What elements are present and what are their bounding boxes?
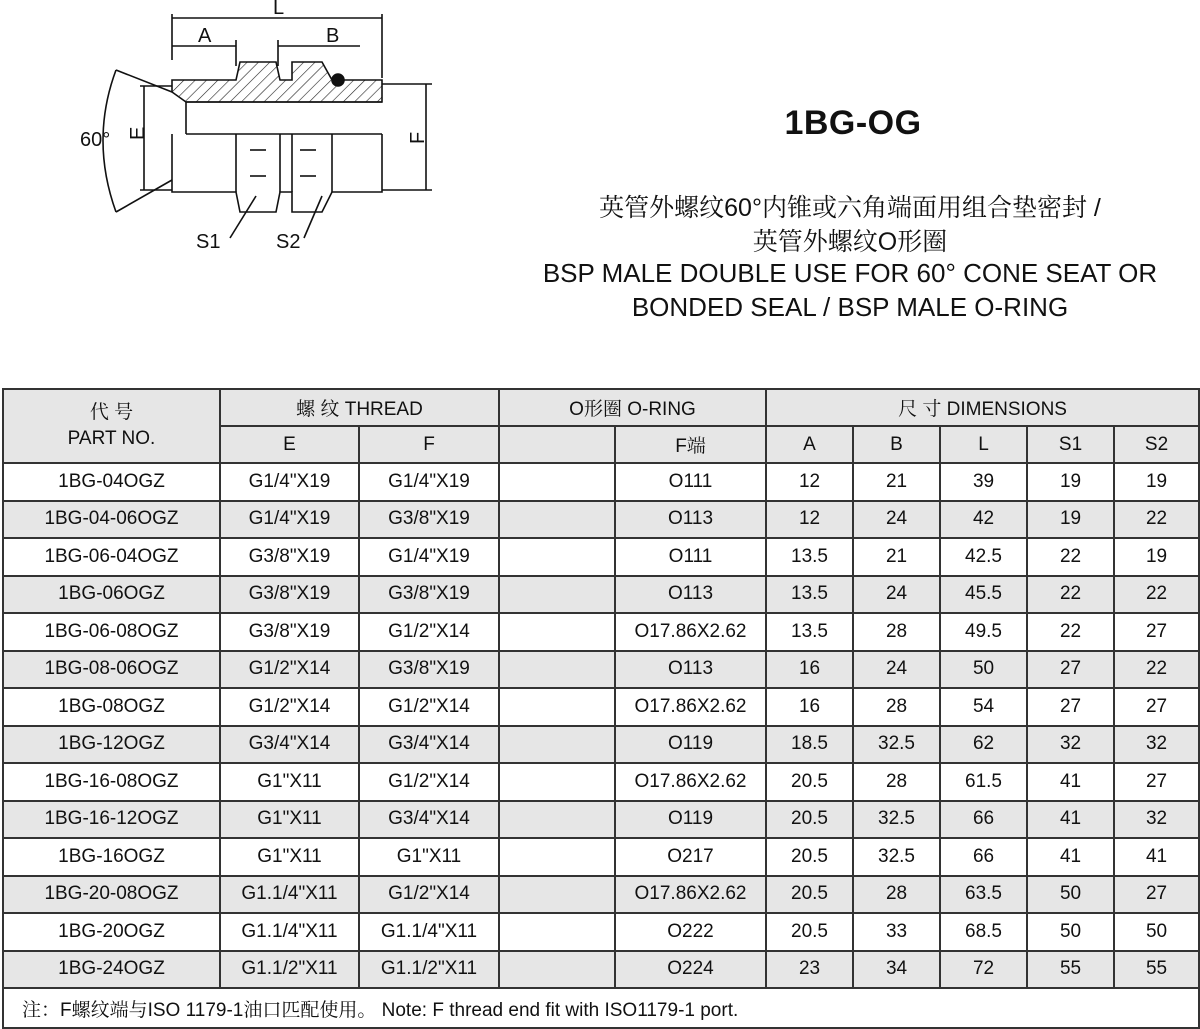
cell-l: 39: [940, 463, 1027, 501]
header-s2: S2: [1114, 426, 1199, 463]
dim-label-e: E: [127, 126, 149, 140]
cell-part: 1BG-06-04OGZ: [3, 538, 220, 576]
table-row: [3, 576, 1199, 614]
cell-b: 32.5: [853, 838, 940, 876]
cell-oring: O119: [615, 801, 766, 839]
cell-s2: 41: [1114, 838, 1199, 876]
table-row: [3, 763, 1199, 801]
table-row: [3, 463, 1199, 501]
cell-l: 42: [940, 501, 1027, 539]
cell-blank: [499, 651, 615, 689]
cell-s1: 27: [1027, 651, 1114, 689]
cell-part: 1BG-12OGZ: [3, 726, 220, 764]
cell-f: G1"X11: [359, 838, 499, 876]
spec-table: [2, 388, 1200, 1029]
cell-s1: 22: [1027, 613, 1114, 651]
cell-l: 54: [940, 688, 1027, 726]
cell-s2: 27: [1114, 876, 1199, 914]
cell-oring: O111: [615, 463, 766, 501]
cell-a: 12: [766, 463, 853, 501]
cell-b: 24: [853, 651, 940, 689]
cell-s2: 32: [1114, 801, 1199, 839]
cell-a: 16: [766, 688, 853, 726]
header-e: E: [220, 426, 359, 463]
cell-e: G1/2"X14: [220, 651, 359, 689]
header-a: A: [766, 426, 853, 463]
cell-s2: 32: [1114, 726, 1199, 764]
cell-part: 1BG-20-08OGZ: [3, 876, 220, 914]
cell-e: G1.1/4"X11: [220, 913, 359, 951]
note-row: [3, 988, 1199, 1028]
cell-b: 33: [853, 913, 940, 951]
header-f-end: F端: [615, 426, 766, 463]
table-row: [3, 913, 1199, 951]
cell-f: G1/2"X14: [359, 688, 499, 726]
cell-oring: O111: [615, 538, 766, 576]
cell-s2: 22: [1114, 501, 1199, 539]
cell-e: G1/4"X19: [220, 501, 359, 539]
table-note: 注：F螺纹端与ISO 1179-1油口匹配使用。 Note: F thread end fit with ISO1179-1 port.: [3, 988, 1199, 1028]
cell-f: G1/4"X19: [359, 463, 499, 501]
product-title-en-2: BONDED SEAL / BSP MALE O-RING: [631, 292, 1069, 322]
cell-s1: 22: [1027, 538, 1114, 576]
cell-f: G1/2"X14: [359, 613, 499, 651]
cell-e: G1.1/2"X11: [220, 951, 359, 989]
cell-s2: 27: [1114, 613, 1199, 651]
cell-part: 1BG-06OGZ: [3, 576, 220, 614]
cell-s2: 22: [1114, 576, 1199, 614]
cell-s1: 27: [1027, 688, 1114, 726]
cell-a: 20.5: [766, 876, 853, 914]
cell-s2: 19: [1114, 463, 1199, 501]
cell-part: 1BG-08-06OGZ: [3, 651, 220, 689]
table-row: [3, 613, 1199, 651]
table-row: [3, 951, 1199, 989]
cell-a: 20.5: [766, 913, 853, 951]
cell-s1: 55: [1027, 951, 1114, 989]
cell-oring: O17.86X2.62: [615, 688, 766, 726]
cell-f: G1.1/2"X11: [359, 951, 499, 989]
cell-a: 13.5: [766, 576, 853, 614]
cell-s2: 22: [1114, 651, 1199, 689]
cell-blank: [499, 913, 615, 951]
cell-l: 42.5: [940, 538, 1027, 576]
cell-a: 20.5: [766, 763, 853, 801]
cell-f: G1/4"X19: [359, 538, 499, 576]
table-row: [3, 651, 1199, 689]
hex-label-s1: S1: [196, 231, 221, 253]
cell-l: 63.5: [940, 876, 1027, 914]
cell-blank: [499, 501, 615, 539]
cell-blank: [499, 463, 615, 501]
cell-e: G1/2"X14: [220, 688, 359, 726]
cell-e: G1"X11: [220, 763, 359, 801]
cell-blank: [499, 613, 615, 651]
cell-blank: [499, 801, 615, 839]
cell-e: G3/8"X19: [220, 576, 359, 614]
table-row: [3, 838, 1199, 876]
cell-a: 20.5: [766, 801, 853, 839]
header-f: F: [359, 426, 499, 463]
table-row: [3, 801, 1199, 839]
cell-s2: 27: [1114, 688, 1199, 726]
dim-label-b: B: [326, 25, 340, 47]
cell-b: 21: [853, 538, 940, 576]
cell-f: G1.1/4"X11: [359, 913, 499, 951]
cell-oring: O217: [615, 838, 766, 876]
cell-b: 28: [853, 876, 940, 914]
header-dimensions: 尺 寸 DIMENSIONS: [766, 389, 1199, 426]
dim-label-l: L: [273, 0, 285, 19]
cell-l: 68.5: [940, 913, 1027, 951]
cell-part: 1BG-20OGZ: [3, 913, 220, 951]
cell-l: 66: [940, 801, 1027, 839]
cell-part: 1BG-08OGZ: [3, 688, 220, 726]
cell-b: 24: [853, 501, 940, 539]
cell-s2: 55: [1114, 951, 1199, 989]
cell-blank: [499, 951, 615, 989]
cell-f: G3/8"X19: [359, 651, 499, 689]
cell-s1: 50: [1027, 876, 1114, 914]
cell-l: 62: [940, 726, 1027, 764]
cell-f: G1/2"X14: [359, 876, 499, 914]
hex-label-s2: S2: [276, 231, 301, 253]
cell-f: G3/4"X14: [359, 726, 499, 764]
cell-e: G1"X11: [220, 801, 359, 839]
cell-f: G3/8"X19: [359, 576, 499, 614]
cell-b: 28: [853, 688, 940, 726]
header-blank: [499, 426, 615, 463]
cell-a: 18.5: [766, 726, 853, 764]
product-title-cn-1: 英管外螺纹60°内锥或六角端面用组合垫密封 /: [599, 194, 1101, 222]
cell-a: 16: [766, 651, 853, 689]
cell-blank: [499, 838, 615, 876]
cell-oring: O119: [615, 726, 766, 764]
product-title-en-1: BSP MALE DOUBLE USE FOR 60° CONE SEAT OR: [542, 258, 1158, 288]
cell-l: 72: [940, 951, 1027, 989]
header-thread: 螺 纹 THREAD: [220, 389, 499, 426]
cell-s1: 50: [1027, 913, 1114, 951]
cell-part: 1BG-04-06OGZ: [3, 501, 220, 539]
cell-b: 32.5: [853, 726, 940, 764]
cell-s1: 41: [1027, 801, 1114, 839]
dim-label-a: A: [198, 25, 212, 47]
cell-b: 34: [853, 951, 940, 989]
cell-oring: O113: [615, 651, 766, 689]
cell-e: G1/4"X19: [220, 463, 359, 501]
cell-b: 32.5: [853, 801, 940, 839]
cell-f: G1/2"X14: [359, 763, 499, 801]
table-row: [3, 538, 1199, 576]
cell-s1: 19: [1027, 463, 1114, 501]
cell-a: 13.5: [766, 538, 853, 576]
cell-a: 23: [766, 951, 853, 989]
cell-s1: 19: [1027, 501, 1114, 539]
table-row: [3, 876, 1199, 914]
cell-s2: 50: [1114, 913, 1199, 951]
cell-oring: O224: [615, 951, 766, 989]
header-part-en: PART NO.: [67, 428, 156, 449]
product-title-cn-2: 英管外螺纹O形圈: [752, 228, 948, 256]
cell-blank: [499, 726, 615, 764]
cell-part: 1BG-24OGZ: [3, 951, 220, 989]
cell-blank: [499, 576, 615, 614]
cell-oring: O17.86X2.62: [615, 613, 766, 651]
cell-blank: [499, 688, 615, 726]
cell-s1: 41: [1027, 763, 1114, 801]
cell-oring: O222: [615, 913, 766, 951]
header-s1: S1: [1027, 426, 1114, 463]
header-b: B: [853, 426, 940, 463]
cell-l: 66: [940, 838, 1027, 876]
cell-part: 1BG-16-08OGZ: [3, 763, 220, 801]
cell-a: 20.5: [766, 838, 853, 876]
cell-e: G3/4"X14: [220, 726, 359, 764]
product-code: 1BG-OG: [784, 104, 922, 142]
cell-blank: [499, 538, 615, 576]
cell-oring: O17.86X2.62: [615, 763, 766, 801]
cell-b: 21: [853, 463, 940, 501]
cell-e: G3/8"X19: [220, 613, 359, 651]
cell-l: 50: [940, 651, 1027, 689]
cell-l: 49.5: [940, 613, 1027, 651]
header-part-no: [3, 389, 220, 463]
cell-f: G3/4"X14: [359, 801, 499, 839]
cell-oring: O17.86X2.62: [615, 876, 766, 914]
table-row: [3, 726, 1199, 764]
cell-s2: 27: [1114, 763, 1199, 801]
cell-blank: [499, 763, 615, 801]
cell-e: G1.1/4"X11: [220, 876, 359, 914]
cell-b: 28: [853, 763, 940, 801]
cell-e: G3/8"X19: [220, 538, 359, 576]
cell-b: 24: [853, 576, 940, 614]
cell-b: 28: [853, 613, 940, 651]
cell-part: 1BG-06-08OGZ: [3, 613, 220, 651]
header-l: L: [940, 426, 1027, 463]
cell-s1: 32: [1027, 726, 1114, 764]
dim-label-f: F: [407, 131, 429, 144]
angle-label: 60°: [80, 129, 111, 151]
cell-s1: 41: [1027, 838, 1114, 876]
table-row: [3, 688, 1199, 726]
cell-oring: O113: [615, 501, 766, 539]
header-part-cn: 代 号: [89, 402, 134, 423]
cell-l: 61.5: [940, 763, 1027, 801]
cell-a: 13.5: [766, 613, 853, 651]
cell-l: 45.5: [940, 576, 1027, 614]
cell-oring: O113: [615, 576, 766, 614]
cell-blank: [499, 876, 615, 914]
cell-e: G1"X11: [220, 838, 359, 876]
cell-s2: 19: [1114, 538, 1199, 576]
table-row: [3, 501, 1199, 539]
fitting-drawing: [60, 0, 460, 260]
cell-f: G3/8"X19: [359, 501, 499, 539]
cell-s1: 22: [1027, 576, 1114, 614]
cell-part: 1BG-04OGZ: [3, 463, 220, 501]
cell-part: 1BG-16-12OGZ: [3, 801, 220, 839]
cell-part: 1BG-16OGZ: [3, 838, 220, 876]
header-oring: O形圈 O-RING: [499, 389, 766, 426]
cell-a: 12: [766, 501, 853, 539]
